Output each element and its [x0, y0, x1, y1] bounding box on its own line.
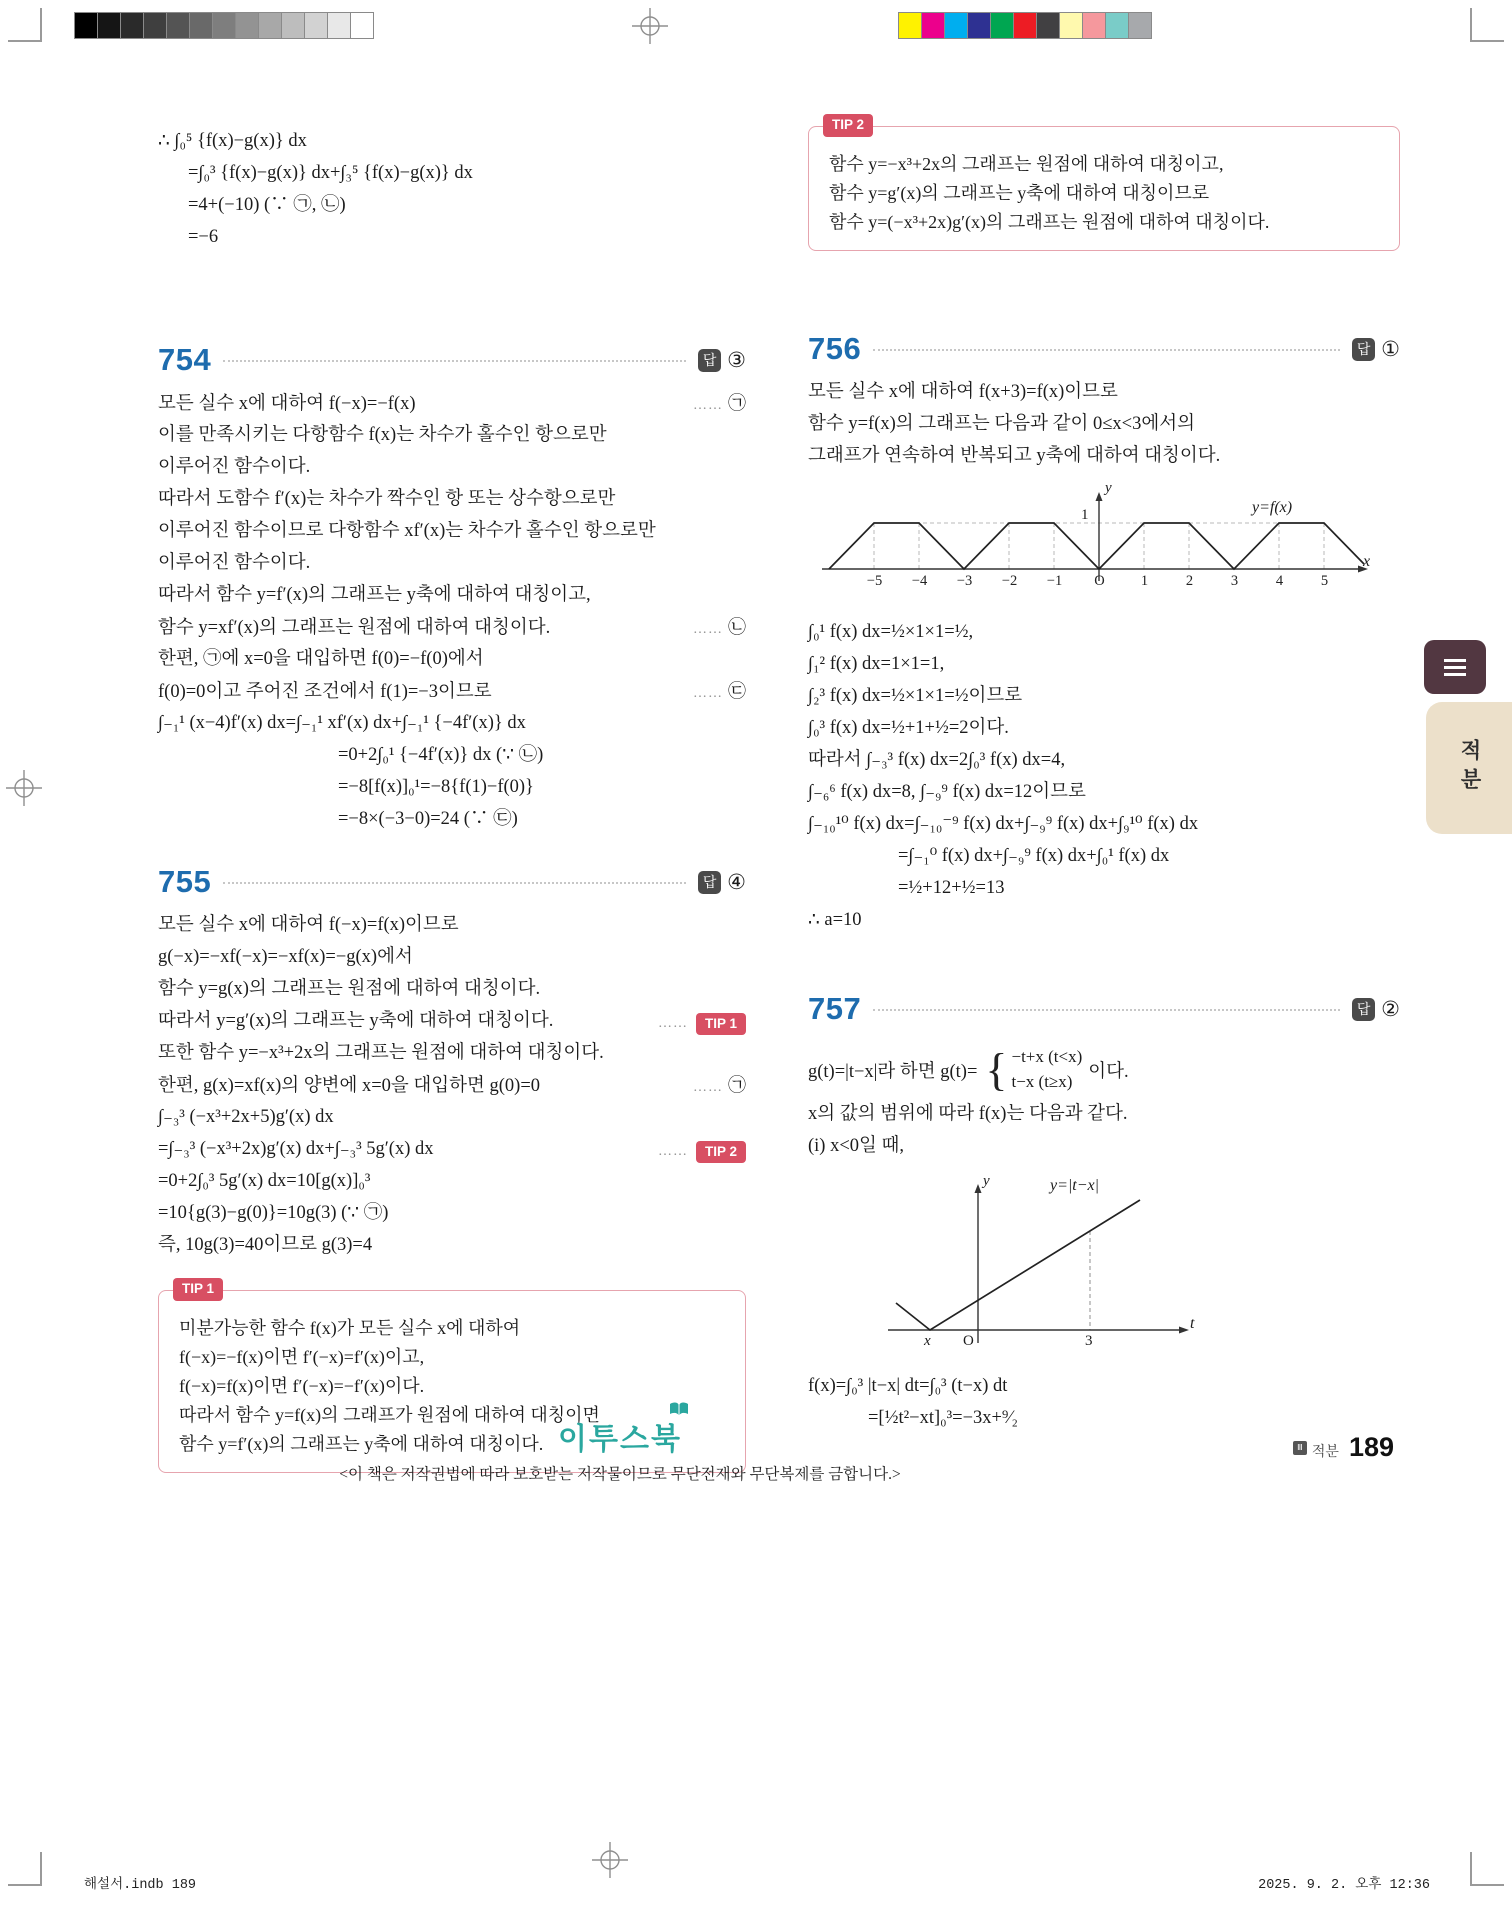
dotted-leader [223, 880, 686, 884]
axis-tick-label: 1 [1140, 573, 1149, 589]
problem-754-header [158, 342, 746, 378]
problem-number: 754 [158, 342, 212, 377]
calibration-square [1128, 12, 1152, 39]
text-line [808, 619, 1400, 651]
axis-tick-label: −5 [866, 573, 883, 589]
curve-label: y=f(x) [1252, 499, 1293, 516]
line-text: 모든 실수 x에 대하여 f(x+3)=f(x)이므로 [808, 382, 1118, 402]
text-line [158, 742, 746, 774]
line-text: 함수 y=g(x)의 그래프는 원점에 대하여 대칭이다. [158, 979, 541, 999]
line-text: 함수 y=−x³+2x의 그래프는 원점에 대하여 대칭이고, [829, 154, 1224, 174]
calibration-square [921, 12, 945, 39]
line-text: 이루어진 함수이다. [158, 553, 311, 573]
problem-756-body [808, 619, 1400, 939]
problem-755 [158, 864, 746, 1264]
line-text: =[½t²−xt]₀³=−3x+⁹⁄₂ [868, 1408, 1018, 1428]
text-line [808, 779, 1400, 811]
periodic-function-graph [814, 480, 1374, 605]
left-brace: { [985, 1044, 1008, 1096]
book-icon [668, 1401, 690, 1417]
text-line [158, 646, 746, 678]
line-text: 모든 실수 x에 대하여 f(−x)=f(x)이므로 [158, 915, 459, 935]
tip2-badge: TIP 2 [823, 114, 873, 137]
text-line [808, 379, 1400, 411]
case-suffix: 이다. [1088, 1062, 1129, 1082]
text-line [179, 1373, 725, 1402]
problem-755-header [158, 864, 746, 900]
answer [1352, 997, 1400, 1022]
text-line [808, 651, 1400, 683]
problem-756-intro [808, 379, 1400, 475]
text-line [829, 209, 1379, 238]
leader-dots: …… [693, 397, 723, 413]
text-line [808, 1133, 1400, 1165]
text-line [158, 614, 746, 646]
problem-number: 756 [808, 331, 862, 366]
case-prefix: g(t)=|t−x|라 하면 g(t)= [808, 1062, 978, 1082]
text-line [158, 1040, 746, 1072]
answer-badge: 답 [698, 871, 721, 894]
problem-756-header [808, 331, 1400, 367]
line-text: ∫₂³ f(x) dx=½×1×1=½이므로 [808, 686, 1023, 706]
text-line [808, 907, 1400, 939]
calibration-square [350, 12, 374, 39]
text-line [829, 180, 1379, 209]
line-text: =−8[f(x)]₀¹=−8{f(1)−f(0)} [338, 777, 534, 797]
crop-mark [40, 8, 42, 42]
text-line [829, 151, 1379, 180]
text-line [158, 912, 746, 944]
text-line [808, 715, 1400, 747]
answer-number: ① [1381, 336, 1400, 361]
line-text: 따라서 ∫₋₃³ f(x) dx=2∫₀³ f(x) dx=4, [808, 750, 1066, 770]
three-tick: 3 [1085, 1333, 1093, 1349]
text-line [158, 944, 746, 976]
text-line [158, 1232, 746, 1264]
y1-label: 1 [1081, 507, 1089, 523]
line-text: f(0)=0이고 주어진 조건에서 f(1)=−3이므로 [158, 682, 492, 702]
line-text: 이루어진 함수이다. [158, 457, 311, 477]
line-text: ∫₀³ f(x) dx=½+1+½=2이다. [808, 718, 1009, 738]
x-tick-labels [852, 573, 1347, 590]
line-text: =½+12+½=13 [898, 878, 1005, 898]
line-text: ∴ a=10 [808, 910, 862, 930]
text-line [808, 683, 1400, 715]
problem-756 [808, 331, 1400, 939]
registration-mark [6, 770, 42, 806]
left-column [158, 128, 746, 1473]
dotted-leader [873, 1007, 1340, 1011]
calibration-square [74, 12, 98, 39]
calibration-square [120, 12, 144, 39]
axis-tick-label: 4 [1275, 573, 1284, 589]
problem-754-body [158, 390, 746, 838]
problem-757-mid [808, 1101, 1400, 1165]
text-line [808, 443, 1400, 475]
text-line [158, 454, 746, 486]
curve-label: y=|t−x| [1050, 1177, 1100, 1194]
text-line [808, 1101, 1400, 1133]
text-line [808, 411, 1400, 443]
line-text: =4+(−10) (∵ ㉠, ㉡) [188, 195, 346, 215]
line-text: ∫₁² f(x) dx=1×1=1, [808, 654, 945, 674]
line-text: 이를 만족시키는 다항함수 f(x)는 차수가 홀수인 항으로만 [158, 425, 607, 445]
answer-badge: 답 [1352, 998, 1375, 1021]
line-text: =−6 [188, 227, 219, 247]
reference-mark: ㉢ [728, 681, 746, 701]
problem-number: 755 [158, 864, 212, 899]
axis-tick-label: −1 [1046, 573, 1063, 589]
origin-label: O [963, 1333, 974, 1349]
text-line [808, 843, 1400, 875]
t-axis-label: t [1190, 1315, 1195, 1332]
line-text: f(−x)=−f(x)이면 f′(−x)=f′(x)이고, [179, 1347, 425, 1367]
section-label: 적분 [1311, 1445, 1339, 1460]
piecewise-definition [808, 1039, 1400, 1101]
line-text: 미분가능한 함수 f(x)가 모든 실수 x에 대하여 [179, 1318, 521, 1338]
line-text: f(x)=∫₀³ |t−x| dt=∫₀³ (t−x) dt [808, 1376, 1008, 1396]
text-line [158, 582, 746, 614]
calibration-square [967, 12, 991, 39]
axis-tick-label: O [1094, 573, 1105, 589]
leader-dots: …… [693, 621, 723, 637]
reference-mark: ㉠ [728, 1075, 746, 1095]
text-line [808, 875, 1400, 907]
crop-mark [8, 40, 42, 42]
solution-continuation [158, 128, 746, 256]
calibration-square [143, 12, 167, 39]
text-line [158, 710, 746, 742]
line-text: 그래프가 연속하여 반복되고 y축에 대하여 대칭이다. [808, 446, 1221, 466]
leader-dots: …… [693, 685, 723, 701]
x-tick: x [924, 1333, 931, 1349]
line-text: 함수 y=xf′(x)의 그래프는 원점에 대하여 대칭이다. [158, 618, 551, 638]
section-tab-label: 적분 [1458, 739, 1481, 797]
text-line [158, 486, 746, 518]
print-filename: 해설서.indb 189 [84, 1878, 197, 1893]
calibration-square [189, 12, 213, 39]
section-icon: Ⅲ [1293, 1441, 1307, 1455]
problem-755-body [158, 912, 746, 1264]
line-text: 따라서 함수 y=f′(x)의 그래프는 y축에 대하여 대칭이고, [158, 585, 591, 605]
publisher-logo-wrap [160, 1414, 1080, 1458]
text-line [808, 747, 1400, 779]
publisher-logo [558, 1414, 682, 1458]
calibration-square [944, 12, 968, 39]
text-line [158, 1104, 746, 1136]
text-line [158, 1072, 746, 1104]
text-line [179, 1315, 725, 1344]
case-list [1011, 1045, 1082, 1094]
reference-mark: ㉠ [728, 393, 746, 413]
line-text: ∴ ∫₀⁵ {f(x)−g(x)} dx [158, 131, 307, 151]
problem-number: 757 [808, 991, 862, 1026]
text-line [158, 1168, 746, 1200]
line-text: (i) x<0일 때, [808, 1136, 905, 1156]
case-top: −t+x (t<x) [1011, 1047, 1083, 1067]
leader-dots: …… [693, 1079, 723, 1095]
line-text: g(−x)=−xf(−x)=−xf(x)=−g(x)에서 [158, 947, 413, 967]
text-line [158, 678, 746, 710]
leader-dots: …… [657, 1143, 688, 1159]
color-strip [898, 12, 1151, 39]
graph-canvas [878, 1175, 1208, 1355]
text-line [158, 550, 746, 582]
crop-mark [1470, 1884, 1504, 1886]
registration-mark [592, 1842, 628, 1878]
crop-mark [1470, 1852, 1472, 1886]
chapter-menu-marker [1424, 640, 1486, 694]
line-text: 모든 실수 x에 대하여 f(−x)=−f(x) [158, 394, 416, 414]
text-line [158, 1136, 746, 1168]
print-timestamp: 2025. 9. 2. 오후 12:36 [1258, 1878, 1430, 1893]
line-text: ∫₋₆⁶ f(x) dx=8, ∫₋₉⁹ f(x) dx=12이므로 [808, 782, 1086, 802]
crop-mark [8, 1884, 42, 1886]
line-text: =10{g(3)−g(0)}=10g(3) (∵ ㉠) [158, 1203, 389, 1223]
calibration-square [1013, 12, 1037, 39]
text-line [158, 224, 746, 256]
line-text: ∫₋₁₀¹⁰ f(x) dx=∫₋₁₀⁻⁹ f(x) dx+∫₋₉⁹ f(x) dx+∫₉¹⁰ f(x) dx [808, 814, 1199, 834]
text-line [158, 518, 746, 550]
answer-badge: 답 [698, 349, 721, 372]
tip-badge: TIP 1 [696, 1013, 746, 1036]
registration-mark [632, 8, 668, 44]
page-number: 189 [1348, 1432, 1394, 1462]
absolute-value-graph [878, 1173, 1195, 1367]
calibration-square [235, 12, 259, 39]
calibration-square [1105, 12, 1129, 39]
line-text: 함수 y=(−x³+2x)g′(x)의 그래프는 원점에 대하여 대칭이다. [829, 212, 1270, 232]
line-text: 또한 함수 y=−x³+2x의 그래프는 원점에 대하여 대칭이다. [158, 1043, 604, 1063]
line-text: =0+2∫₀¹ {−4f′(x)} dx (∵ ㉡) [338, 745, 544, 765]
answer-number: ④ [727, 869, 746, 894]
calibration-square [1082, 12, 1106, 39]
axis-tick-label: 2 [1185, 573, 1194, 589]
case-bottom: t−x (t≥x) [1011, 1072, 1073, 1091]
calibration-square [990, 12, 1014, 39]
crop-mark [1470, 40, 1504, 42]
line-text: 한편, ㉠에 x=0을 대입하면 f(0)=−f(0)에서 [158, 649, 484, 669]
dotted-leader [873, 347, 1340, 351]
line-text: =0+2∫₀³ 5g′(x) dx=10[g(x)]₀³ [158, 1171, 371, 1191]
answer-number: ② [1381, 996, 1400, 1021]
reference-mark: ㉡ [728, 617, 746, 637]
text-line [158, 390, 746, 422]
text-line [158, 128, 746, 160]
calibration-square [1036, 12, 1060, 39]
crop-mark [40, 1852, 42, 1886]
line-text: =∫₋₁⁰ f(x) dx+∫₋₉⁹ f(x) dx+∫₀¹ f(x) dx [898, 846, 1170, 866]
line-text: ∫₋₁¹ (x−4)f′(x) dx=∫₋₁¹ xf′(x) dx+∫₋₁¹ {−4f′(x)} dx [158, 713, 526, 733]
leader-dots: …… [657, 1015, 688, 1031]
copyright-text: <이 책은 저작권법에 따라 보호받는 저작물이므로 무단전재와 무단복제를 금합니다.> [339, 1466, 901, 1483]
answer-badge: 답 [1352, 338, 1375, 361]
answer [1352, 337, 1400, 362]
tip2-box [808, 117, 1400, 251]
text-line [158, 1008, 746, 1040]
calibration-square [281, 12, 305, 39]
line-text: ∫₀¹ f(x) dx=½×1×1=½, [808, 622, 974, 642]
axis-tick-label: −2 [1001, 573, 1018, 589]
text-line [158, 806, 746, 838]
section-tab [1426, 702, 1512, 834]
x-axis-label: x [1363, 553, 1371, 570]
text-line [158, 976, 746, 1008]
line-text: 한편, g(x)=xf(x)의 양변에 x=0을 대입하면 g(0)=0 [158, 1076, 541, 1096]
calibration-square [898, 12, 922, 39]
line-text: 따라서 도함수 f′(x)는 차수가 짝수인 항 또는 상수항으로만 [158, 489, 616, 509]
y-axis-label: y [983, 1173, 990, 1189]
publisher-logo-text: 이투스북 [558, 1423, 682, 1456]
axis-tick-label: 5 [1320, 573, 1329, 589]
line-text: 따라서 함수 y=f(x)의 그래프가 원점에 대하여 대칭이면 [179, 1405, 600, 1425]
line-text: f(−x)=f(x)이면 f′(−x)=−f′(x)이다. [179, 1376, 425, 1396]
crop-mark [1470, 8, 1472, 42]
line-text: 함수 y=f′(x)의 그래프는 y축에 대하여 대칭이다. [179, 1434, 544, 1454]
text-line [808, 811, 1400, 843]
line-text: 함수 y=f(x)의 그래프는 다음과 같이 0≤x<3에서의 [808, 414, 1195, 434]
axis-tick-label: −4 [911, 573, 928, 589]
answer [698, 870, 746, 895]
line-text: 즉, 10g(3)=40이므로 g(3)=4 [158, 1235, 373, 1255]
problem-757-header [808, 991, 1400, 1027]
tip2-body [829, 151, 1379, 238]
dotted-leader [223, 358, 686, 362]
tip-badge: TIP 2 [696, 1141, 746, 1164]
answer-number: ③ [727, 347, 746, 372]
answer [698, 348, 746, 373]
line-text: =−8×(−3−0)=24 (∵ ㉢) [338, 809, 518, 829]
grayscale-strip [74, 12, 373, 39]
menu-icon [1444, 666, 1466, 669]
text-line [158, 192, 746, 224]
calibration-square [304, 12, 328, 39]
axis-tick-label: −3 [956, 573, 973, 589]
line-text: =∫₋₃³ (−x³+2x)g′(x) dx+∫₋₃³ 5g′(x) dx [158, 1139, 434, 1159]
line-text: 함수 y=g′(x)의 그래프는 y축에 대하여 대칭이므로 [829, 183, 1210, 203]
line-text: x의 값의 범위에 따라 f(x)는 다음과 같다. [808, 1104, 1128, 1124]
text-line [158, 160, 746, 192]
page-info [1293, 1432, 1394, 1463]
text-line [158, 422, 746, 454]
line-text: =∫₀³ {f(x)−g(x)} dx+∫₃⁵ {f(x)−g(x)} dx [188, 163, 473, 183]
text-line [158, 1200, 746, 1232]
right-column [808, 117, 1400, 1437]
text-line [808, 1373, 1400, 1405]
axis-tick-label: 3 [1230, 573, 1239, 589]
text-line [179, 1344, 725, 1373]
text-line [158, 774, 746, 806]
line-text: 이루어진 함수이므로 다항함수 xf′(x)는 차수가 홀수인 항으로만 [158, 521, 656, 541]
calibration-square [1059, 12, 1083, 39]
tip1-badge: TIP 1 [173, 1278, 223, 1301]
y-axis-label: y [1105, 480, 1112, 496]
problem-754 [158, 342, 746, 838]
calibration-square [97, 12, 121, 39]
line-text: 따라서 y=g′(x)의 그래프는 y축에 대하여 대칭이다. [158, 1011, 554, 1031]
calibration-square [212, 12, 236, 39]
problem-757 [808, 991, 1400, 1437]
line-text: ∫₋₃³ (−x³+2x+5)g′(x) dx [158, 1107, 334, 1127]
calibration-square [327, 12, 351, 39]
calibration-square [166, 12, 190, 39]
calibration-square [258, 12, 282, 39]
